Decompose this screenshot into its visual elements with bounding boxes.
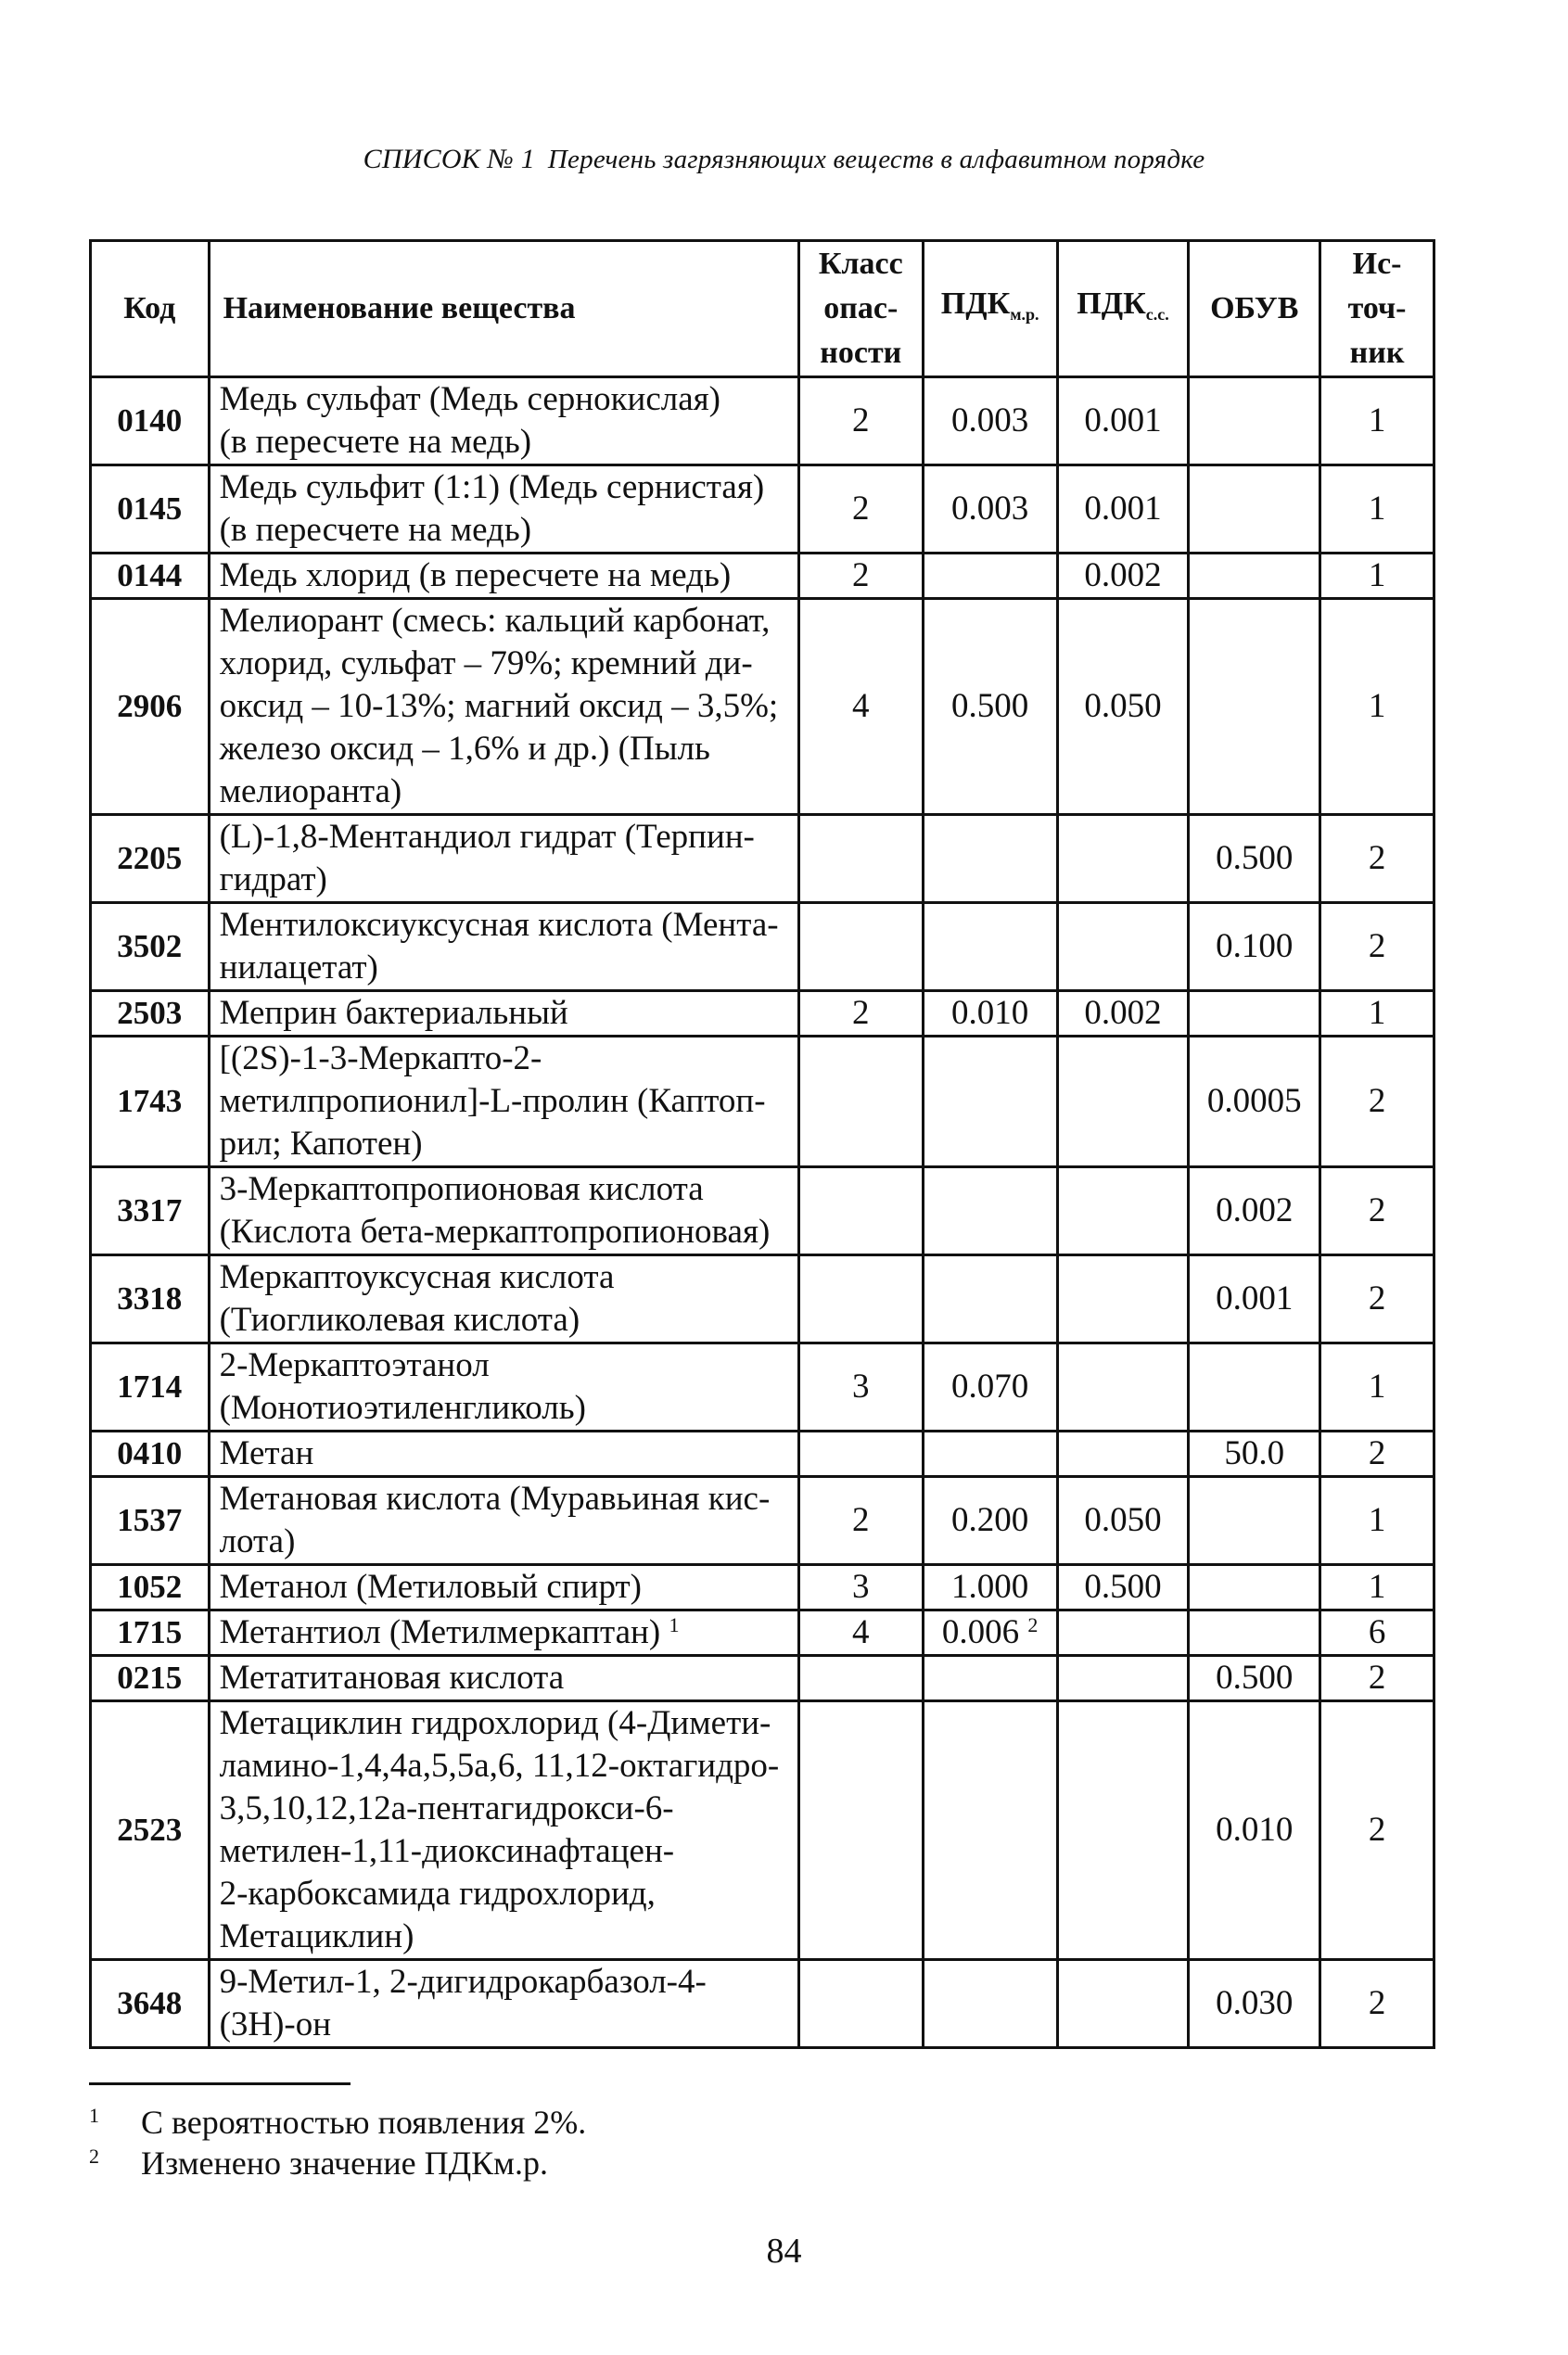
obuv-value	[1189, 1343, 1320, 1432]
pdk-ss-value: 0.050	[1057, 599, 1189, 815]
substance-name-line: 2-Меркаптоэтанол	[219, 1346, 490, 1384]
table-row	[91, 1343, 1434, 1432]
substance-name-line: хлорид, сульфат – 79%; кремний ди-	[219, 644, 753, 682]
substance-code: 1714	[91, 1343, 210, 1432]
table-row	[91, 1167, 1434, 1255]
substance-name	[209, 991, 798, 1037]
hazard-class	[798, 1432, 923, 1477]
pdk-ss-value	[1057, 1960, 1189, 2048]
substance-name-line: Мелиорант (смесь: кальций карбонат,	[219, 602, 771, 640]
substance-code: 0215	[91, 1656, 210, 1701]
source-value: 1	[1320, 599, 1434, 815]
table-row	[91, 815, 1434, 903]
substance-name-line: оксид – 10-13%; магний оксид – 3,5%;	[219, 687, 779, 725]
hazard-class: 2	[798, 991, 923, 1037]
pdk-mr-number: 0.003	[951, 401, 1029, 439]
source-value: 2	[1320, 815, 1434, 903]
substance-code: 0145	[91, 465, 210, 554]
substance-code: 2503	[91, 991, 210, 1037]
table-row	[91, 1477, 1434, 1565]
source-value: 2	[1320, 1037, 1434, 1167]
source-value: 2	[1320, 903, 1434, 991]
substance-name	[209, 1565, 798, 1610]
pdk-mr-value	[923, 1255, 1057, 1343]
pdk-mr-value	[923, 1610, 1057, 1656]
pdk-ss-value	[1057, 1343, 1189, 1432]
source-value: 1	[1320, 1343, 1434, 1432]
substance-name-line: [(2S)-1-3-Меркапто-2-	[219, 1039, 542, 1077]
pdk-ss-value	[1057, 1037, 1189, 1167]
substance-name-line: (в пересчете на медь)	[219, 423, 532, 461]
source-value: 1	[1320, 465, 1434, 554]
substance-name-line: Меркаптоуксусная кислота	[219, 1258, 615, 1296]
hazard-class: 4	[798, 1610, 923, 1656]
obuv-value: 50.0	[1189, 1432, 1320, 1477]
pdk-ss-value: 0.002	[1057, 991, 1189, 1037]
substance-name-line: железо оксид – 1,6% и др.) (Пыль	[219, 730, 710, 768]
pdk-mr-number: 0.500	[951, 687, 1029, 725]
hazard-class	[798, 1037, 923, 1167]
substance-name-line: 2-карбоксамида гидрохлорид,	[219, 1875, 656, 1913]
table-row	[91, 599, 1434, 815]
obuv-value	[1189, 554, 1320, 599]
pdk-ss-value: 0.050	[1057, 1477, 1189, 1565]
pdk-ss-value	[1057, 1610, 1189, 1656]
substance-code: 1537	[91, 1477, 210, 1565]
substance-name-line: метилпропионил]-L-пролин (Каптоп-	[219, 1082, 766, 1120]
substance-name	[209, 554, 798, 599]
page-header	[0, 144, 1568, 175]
substance-name-line: Метановая кислота (Муравьиная кис-	[219, 1480, 771, 1518]
source-value: 1	[1320, 1477, 1434, 1565]
page-number: 84	[766, 2232, 802, 2271]
hazard-class	[798, 903, 923, 991]
column-header-hazard-class	[798, 241, 923, 377]
substance-code: 1715	[91, 1610, 210, 1656]
source-header-line-2: точ-	[1347, 291, 1407, 325]
obuv-value	[1189, 1565, 1320, 1610]
pdk-mr-value	[923, 991, 1057, 1037]
substance-name	[209, 903, 798, 991]
hazard-class-header-line-3: ности	[820, 336, 902, 370]
hazard-class	[798, 1656, 923, 1701]
table-row	[91, 1960, 1434, 2048]
source-value: 2	[1320, 1960, 1434, 2048]
substance-name-line: (Тиогликолевая кислота)	[219, 1301, 580, 1339]
substance-name	[209, 1037, 798, 1167]
hazard-class: 4	[798, 599, 923, 815]
substance-name-line: 9-Метил-1, 2-дигидрокарбазол-4-	[219, 1963, 707, 2001]
substance-name	[209, 1656, 798, 1701]
table-row	[91, 1701, 1434, 1960]
substance-name-line: Метациклин)	[219, 1917, 414, 1955]
pdk-mr-value	[923, 1656, 1057, 1701]
source-value: 6	[1320, 1610, 1434, 1656]
pdk-mr-value	[923, 554, 1057, 599]
pdk-mr-value	[923, 1343, 1057, 1432]
source-value: 2	[1320, 1167, 1434, 1255]
pdk-ss-value	[1057, 815, 1189, 903]
pdk-ss-header-base: ПДК	[1077, 286, 1146, 321]
hazard-class	[798, 1167, 923, 1255]
hazard-class: 3	[798, 1343, 923, 1432]
pdk-ss-value	[1057, 1255, 1189, 1343]
pdk-mr-number: 0.200	[951, 1501, 1029, 1539]
pdk-mr-number: 0.003	[951, 490, 1029, 528]
substance-name-line: Медь хлорид (в пересчете на медь)	[219, 556, 732, 594]
substance-name-line: метилен-1,11-диоксинафтацен-	[219, 1832, 675, 1870]
substance-code: 0410	[91, 1432, 210, 1477]
substance-name	[209, 1610, 798, 1656]
source-value: 1	[1320, 991, 1434, 1037]
substance-name-line: Метантиол (Метилмеркаптан)	[219, 1613, 661, 1651]
obuv-value: 0.030	[1189, 1960, 1320, 2048]
substance-name-line: Медь сульфит (1:1) (Медь сернистая)	[219, 468, 765, 506]
pdk-mr-number: 0.010	[951, 994, 1029, 1032]
footnote-1	[89, 2097, 586, 2141]
hazard-class-header-line-1: Класс	[818, 247, 903, 281]
source-header-line-3: ник	[1349, 336, 1405, 370]
substance-name-line: 3-Меркаптопропионовая кислота	[219, 1170, 704, 1208]
substance-code: 3317	[91, 1167, 210, 1255]
substance-name	[209, 1701, 798, 1960]
footnote-1-number: 1	[89, 2104, 99, 2127]
table-row	[91, 554, 1434, 599]
substance-name-line: Метан	[219, 1434, 314, 1472]
pdk-ss-value	[1057, 903, 1189, 991]
substance-name	[209, 599, 798, 815]
pdk-mr-value	[923, 465, 1057, 554]
pdk-mr-value	[923, 1477, 1057, 1565]
pdk-ss-header-subscript: с.с.	[1145, 304, 1169, 324]
pdk-ss-value: 0.001	[1057, 465, 1189, 554]
hazard-class	[798, 1960, 923, 2048]
substance-code: 2906	[91, 599, 210, 815]
footnote-divider	[89, 2082, 351, 2085]
column-header-pdk-ss	[1057, 241, 1189, 377]
pdk-mr-value	[923, 599, 1057, 815]
substance-name	[209, 1343, 798, 1432]
pdk-ss-value	[1057, 1701, 1189, 1960]
obuv-value: 0.0005	[1189, 1037, 1320, 1167]
substance-code: 3648	[91, 1960, 210, 2048]
pdk-mr-value	[923, 1167, 1057, 1255]
pdk-mr-header-subscript: м.р.	[1010, 304, 1039, 324]
substance-code: 2523	[91, 1701, 210, 1960]
footnote-2-number: 2	[89, 2145, 99, 2168]
table-row	[91, 1610, 1434, 1656]
pdk-ss-value: 0.002	[1057, 554, 1189, 599]
substance-name	[209, 815, 798, 903]
column-header-code: Код	[91, 241, 210, 377]
hazard-class	[798, 1255, 923, 1343]
table-row	[91, 1565, 1434, 1610]
substance-name-line: (Кислота бета-меркаптопропионовая)	[219, 1213, 771, 1251]
table-header-row	[91, 241, 1434, 377]
obuv-value: 0.001	[1189, 1255, 1320, 1343]
pdk-mr-value	[923, 1037, 1057, 1167]
substance-code: 1052	[91, 1565, 210, 1610]
substance-name-line: Медь сульфат (Медь сернокислая)	[219, 380, 721, 418]
substance-code: 0144	[91, 554, 210, 599]
column-header-name: Наименование вещества	[209, 241, 798, 377]
footnote-2-text: Изменено значение ПДКм.р.	[141, 2145, 548, 2182]
substance-name	[209, 1255, 798, 1343]
obuv-value	[1189, 991, 1320, 1037]
substance-name	[209, 1432, 798, 1477]
table-row	[91, 1255, 1434, 1343]
substance-name-line: (L)-1,8-Ментандиол гидрат (Терпин-	[219, 818, 755, 856]
obuv-value: 0.500	[1189, 815, 1320, 903]
table-row	[91, 465, 1434, 554]
source-header-line-1: Ис-	[1352, 247, 1402, 281]
source-value: 1	[1320, 1565, 1434, 1610]
column-header-obuv: ОБУВ	[1189, 241, 1320, 377]
obuv-value	[1189, 599, 1320, 815]
pdk-ss-value	[1057, 1656, 1189, 1701]
obuv-value	[1189, 465, 1320, 554]
pdk-ss-value	[1057, 1432, 1189, 1477]
table-row	[91, 903, 1434, 991]
substance-name-line: (3Н)-он	[219, 2005, 332, 2043]
source-value: 1	[1320, 554, 1434, 599]
substance-name	[209, 1960, 798, 2048]
substance-name	[209, 1477, 798, 1565]
substance-name-line: мелиоранта)	[219, 772, 402, 810]
pdk-mr-value	[923, 815, 1057, 903]
substance-code: 3502	[91, 903, 210, 991]
hazard-class: 2	[798, 377, 923, 465]
pdk-mr-value	[923, 1565, 1057, 1610]
pdk-mr-value	[923, 377, 1057, 465]
footnote-ref: 2	[1027, 1613, 1039, 1636]
hazard-class	[798, 1701, 923, 1960]
pdk-mr-value	[923, 903, 1057, 991]
obuv-value: 0.100	[1189, 903, 1320, 991]
substance-name-line: рил; Капотен)	[219, 1125, 423, 1163]
table-row	[91, 377, 1434, 465]
list-series-label: СПИСОК № 1	[363, 144, 535, 174]
hazard-class	[798, 815, 923, 903]
substance-code: 2205	[91, 815, 210, 903]
substance-name-line: ламино-1,4,4а,5,5а,6, 11,12-октагидро-	[219, 1747, 780, 1785]
footnote-1-text: С вероятностью появления 2%.	[141, 2104, 587, 2141]
obuv-value: 0.500	[1189, 1656, 1320, 1701]
pdk-mr-value	[923, 1960, 1057, 2048]
pdk-mr-number: 0.006	[941, 1613, 1020, 1651]
source-value: 1	[1320, 377, 1434, 465]
substance-name-line: гидрат)	[219, 860, 327, 898]
pdk-ss-value	[1057, 1167, 1189, 1255]
substance-name	[209, 1167, 798, 1255]
substance-name-line: Метанол (Метиловый спирт)	[219, 1568, 642, 1606]
substance-code: 1743	[91, 1037, 210, 1167]
substance-name	[209, 377, 798, 465]
footnote-ref: 1	[669, 1613, 680, 1636]
source-value: 2	[1320, 1432, 1434, 1477]
substance-name-line: Ментилоксиуксусная кислота (Мента-	[219, 906, 779, 944]
substance-name	[209, 465, 798, 554]
source-value: 2	[1320, 1701, 1434, 1960]
substance-name-line: (в пересчете на медь)	[219, 511, 532, 549]
obuv-value	[1189, 1477, 1320, 1565]
substance-name-line: нилацетат)	[219, 948, 378, 987]
pdk-mr-header-base: ПДК	[940, 286, 1011, 321]
hazard-class: 2	[798, 465, 923, 554]
substance-code: 3318	[91, 1255, 210, 1343]
substance-name-line: 3,5,10,12,12а-пентагидрокси-6-	[219, 1789, 674, 1827]
pdk-mr-value	[923, 1432, 1057, 1477]
substance-name-line: лота)	[219, 1522, 296, 1560]
list-title: Перечень загрязняющих веществ в алфавитном порядке	[547, 145, 1205, 174]
pdk-mr-value	[923, 1701, 1057, 1960]
column-header-source	[1320, 241, 1434, 377]
substance-code: 0140	[91, 377, 210, 465]
hazard-class-header-line-2: опас-	[823, 291, 899, 325]
pdk-ss-value: 0.001	[1057, 377, 1189, 465]
substance-name-line: Меприн бактериальный	[219, 994, 568, 1032]
pdk-mr-number: 1.000	[951, 1568, 1029, 1606]
obuv-value: 0.010	[1189, 1701, 1320, 1960]
table-row	[91, 1432, 1434, 1477]
substance-name-line: Метатитановая кислота	[219, 1659, 565, 1697]
pdk-ss-value: 0.500	[1057, 1565, 1189, 1610]
pdk-mr-number: 0.070	[951, 1368, 1029, 1406]
obuv-value	[1189, 1610, 1320, 1656]
hazard-class: 3	[798, 1565, 923, 1610]
substance-name-line: Метациклин гидрохлорид (4-Димети-	[219, 1704, 771, 1742]
table-row	[91, 1656, 1434, 1701]
hazard-class: 2	[798, 1477, 923, 1565]
obuv-value: 0.002	[1189, 1167, 1320, 1255]
source-value: 2	[1320, 1656, 1434, 1701]
substance-name-line: (Монотиоэтиленгликоль)	[219, 1389, 586, 1427]
source-value: 2	[1320, 1255, 1434, 1343]
column-header-pdk-mr	[923, 241, 1057, 377]
table-row	[91, 991, 1434, 1037]
hazard-class: 2	[798, 554, 923, 599]
table-body	[91, 377, 1434, 2048]
obuv-value	[1189, 377, 1320, 465]
table-row	[91, 1037, 1434, 1167]
footnote-2	[89, 2138, 548, 2182]
pollutants-table	[89, 239, 1435, 2049]
